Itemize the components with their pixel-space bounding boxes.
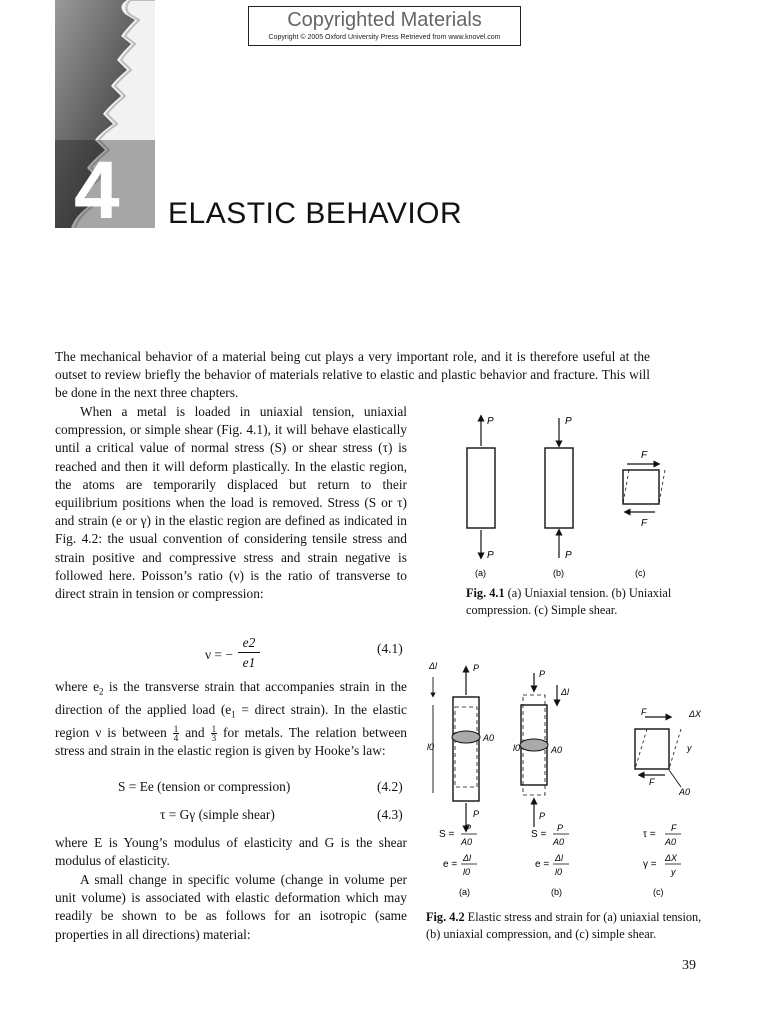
- fraction-one-third: $\frac{1}{3}$: [211, 724, 217, 744]
- svg-text:(c): (c): [653, 887, 664, 897]
- svg-text:A0: A0: [553, 837, 565, 847]
- stamp-notice: Copyright © 2005 Oxford University Press Retrieved from www.knovel.com: [268, 34, 501, 41]
- paragraph-volume: A small change in specific volume (change in volume per unit volume) is associated with elastic deformation which may readily be shown to be as follows for an isotropic (same properties in all directions) material:: [55, 872, 407, 942]
- svg-text:P: P: [557, 823, 564, 833]
- fig41-label-f: F: [641, 450, 648, 461]
- eq41-numerator: e2: [238, 634, 260, 653]
- svg-text:l0: l0: [427, 742, 435, 752]
- svg-text:P: P: [565, 416, 572, 427]
- fraction-one-quarter: $\frac{1}{4}$: [173, 724, 179, 744]
- equation-4-3-number: (4.3): [377, 807, 403, 822]
- svg-text:A0: A0: [679, 787, 691, 797]
- svg-text:(b): (b): [551, 887, 562, 897]
- equation-4-2: S = Ee (tension or compression): [118, 779, 291, 794]
- equation-4-2-number: (4.2): [377, 779, 403, 794]
- intro-paragraph: The mechanical behavior of a material being cut plays a very important role, and it is therefore useful at the outset to review briefly the behavior of materials relative to elastic and plastic behavior and fracture. This will be done in the next three chapters.: [55, 349, 650, 401]
- equation-4-3: τ = Gγ (simple shear): [160, 807, 275, 822]
- svg-text:l0: l0: [513, 743, 521, 753]
- equation-4-1: [205, 634, 405, 674]
- fig41-label-p: P: [487, 416, 494, 427]
- svg-text:A0: A0: [461, 837, 473, 847]
- figure-4-2: [425, 655, 715, 905]
- svg-text:Δl: Δl: [463, 853, 472, 863]
- eq41-lhs: ν = −: [205, 647, 233, 662]
- paragraph-moduli: where E is Young’s modulus of elasticity and G is the shear modulus of elasticity.: [55, 835, 407, 869]
- svg-text:y: y: [671, 867, 676, 877]
- svg-text:(a): (a): [475, 568, 486, 578]
- svg-text:Δl: Δl: [555, 853, 564, 863]
- svg-text:F: F: [641, 707, 647, 717]
- svg-text:F: F: [641, 518, 648, 529]
- figure-4-1: [455, 408, 685, 583]
- svg-text:ΔX: ΔX: [689, 709, 702, 719]
- chapter-number: 4: [74, 145, 120, 236]
- svg-text:P: P: [473, 663, 480, 673]
- copyright-stamp: [248, 6, 521, 46]
- paragraph-poisson: where $e_2$ is the transverse strain that accompanies strain in the direction of the applied load ($e_1$ = direct strain). In the elastic region ν is between $\frac{1}{4}$ and $\frac{1}{3}$ for metals. The relation between stress and strain in the elastic region is given by Hooke’s law:: [55, 679, 407, 759]
- svg-text:τ =: τ =: [643, 829, 656, 840]
- svg-text:P: P: [487, 550, 494, 561]
- svg-text:P: P: [539, 811, 546, 821]
- svg-text:P: P: [473, 809, 480, 819]
- svg-text:l0: l0: [555, 867, 563, 877]
- svg-text:A0: A0: [665, 837, 677, 847]
- svg-text:Δl: Δl: [429, 661, 438, 671]
- svg-text:A0: A0: [551, 745, 563, 755]
- svg-text:S =: S =: [531, 829, 547, 840]
- svg-text:A0: A0: [483, 733, 495, 743]
- svg-text:(a): (a): [459, 887, 470, 897]
- eq41-denominator: e1: [242, 655, 256, 670]
- svg-text:y: y: [687, 743, 692, 753]
- svg-text:e =: e =: [535, 859, 550, 870]
- svg-text:P: P: [565, 550, 572, 561]
- paragraph-uniaxial: When a metal is loaded in uniaxial tension, uniaxial compression, or simple shear (Fig. 4.1), it will behave elastically until a critical value of normal stress (S) or shear stress (τ) is reached and then it will deform plastically. In the elastic region, the atoms are temporarily displaced but return to their equilibrium positions when the load is removed. Stress (S or τ) and strain (e or γ) in the elastic region are defined as indicated in Fig. 4.2: the usual convention of considering tensile stress and strain positive and compressive stress and strain negative is followed here. Poisson’s ratio (ν) is the ratio of transverse to direct strain in tension or compression:: [55, 404, 407, 602]
- figure-4-1-caption: Fig. 4.1 (a) Uniaxial tension. (b) Uniaxial compression. (c) Simple shear.: [466, 586, 672, 617]
- eq41-number: (4.1): [377, 641, 403, 656]
- svg-text:P: P: [539, 669, 546, 679]
- svg-text:F: F: [671, 823, 677, 833]
- page-number: 39: [682, 958, 696, 973]
- svg-text:(c): (c): [635, 568, 646, 578]
- svg-text:S =: S =: [439, 829, 455, 840]
- svg-text:l0: l0: [463, 867, 471, 877]
- svg-text:ΔX: ΔX: [665, 853, 678, 863]
- svg-text:P: P: [465, 823, 472, 833]
- svg-text:F: F: [649, 777, 655, 787]
- stamp-title: Copyrighted Materials: [287, 9, 482, 31]
- svg-text:e =: e =: [443, 859, 458, 870]
- svg-text:γ =: γ =: [643, 859, 657, 870]
- chapter-title: ELASTIC BEHAVIOR: [168, 197, 463, 230]
- svg-text:(b): (b): [553, 568, 564, 578]
- svg-text:Δl: Δl: [561, 687, 570, 697]
- figure-4-2-caption: Fig. 4.2 Elastic stress and strain for (a) uniaxial tension, (b) uniaxial compression, and (c) simple shear.: [426, 910, 702, 941]
